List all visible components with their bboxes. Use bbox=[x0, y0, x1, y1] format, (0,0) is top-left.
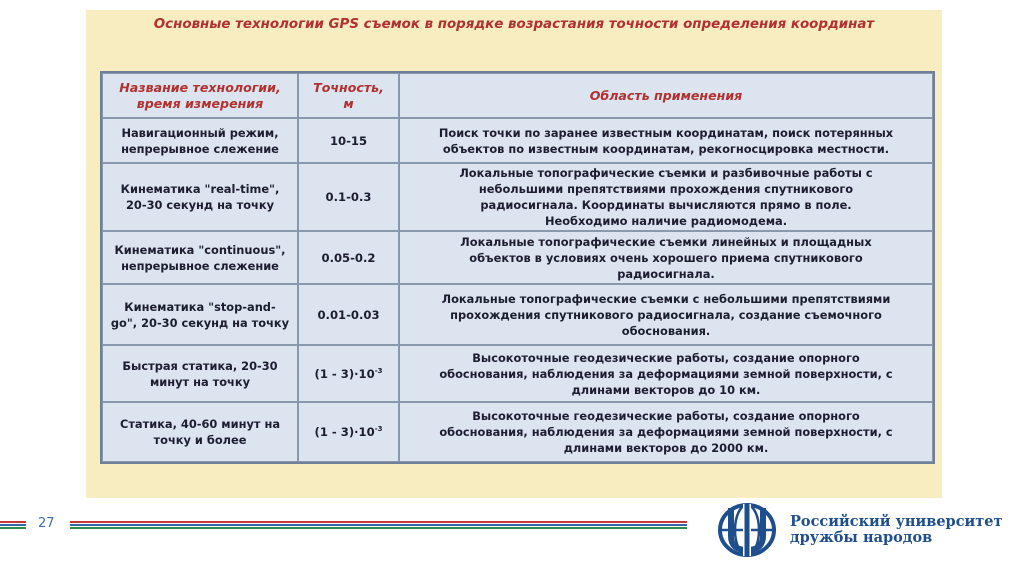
table-row bbox=[102, 231, 933, 284]
table-row bbox=[102, 118, 933, 163]
accuracy-cell: $(1 - 3)\cdot 10^{-3}$ bbox=[298, 345, 399, 402]
technology-cell: Кинематика "real-time", 20-30 секунд на точку bbox=[102, 163, 298, 231]
technology-cell: Быстрая статика, 20-30 минут на точку bbox=[102, 345, 298, 402]
university-name: Российский университет дружбы народов bbox=[790, 513, 1003, 546]
table-row bbox=[102, 163, 933, 231]
application-cell: Поиск точки по заранее известным координатам, поиск потерянных объектов по известным координатам, рекогносцировка местности. bbox=[399, 118, 933, 163]
table-row bbox=[102, 402, 933, 462]
application-cell: Локальные топографические съемки линейных и площадных объектов в условиях очень хорошего приема спутникового радиосигнала. bbox=[399, 231, 933, 284]
table-row bbox=[102, 284, 933, 345]
table-row bbox=[102, 345, 933, 402]
footer-stripes-right bbox=[70, 521, 687, 530]
page-number: 27 bbox=[38, 516, 55, 531]
application-cell: Высокоточные геодезические работы, создание опорного обоснования, наблюдения за деформациями земной поверхности, с длинами векторов до 2000 км. bbox=[399, 402, 933, 462]
application-cell: Высокоточные геодезические работы, создание опорного обоснования, наблюдения за деформациями земной поверхности, с длинами векторов до 10 км. bbox=[399, 345, 933, 402]
university-logo-icon bbox=[716, 502, 778, 558]
technologies-table bbox=[100, 71, 935, 464]
application-cell: Локальные топографические съемки и разбивочные работы с небольшими препятствиями прохождения спутникового радиосигнала. Координаты вычисляются прямо в поле. Необходимо наличие радиомодема. bbox=[399, 163, 933, 231]
slide-title: Основные технологии GPS съемок в порядке возрастания точности определения координат bbox=[153, 17, 875, 32]
technology-cell: Статика, 40-60 минут на точку и более bbox=[102, 402, 298, 462]
accuracy-cell: 0.05-0.2 bbox=[298, 231, 399, 284]
accuracy-cell: 0.01-0.03 bbox=[298, 284, 399, 345]
technology-cell: Навигационный режим, непрерывное слежение bbox=[102, 118, 298, 163]
header-application-area: Область применения bbox=[399, 73, 933, 118]
table-header-row bbox=[102, 73, 933, 118]
content-panel bbox=[86, 10, 942, 498]
header-accuracy: Точность, м bbox=[298, 73, 399, 118]
footer-stripes-left bbox=[0, 521, 26, 530]
header-technology: Название технологии, время измерения bbox=[102, 73, 298, 118]
technology-cell: Кинематика "continuous", непрерывное слежение bbox=[102, 231, 298, 284]
technology-cell: Кинематика "stop-and- go", 20-30 секунд на точку bbox=[102, 284, 298, 345]
accuracy-cell: $(1 - 3)\cdot 10^{-3}$ bbox=[298, 402, 399, 462]
accuracy-cell: 10-15 bbox=[298, 118, 399, 163]
accuracy-cell: 0.1-0.3 bbox=[298, 163, 399, 231]
application-cell: Локальные топографические съемки с небольшими препятствиями прохождения спутникового радиосигнала, создание съемочного обоснования. bbox=[399, 284, 933, 345]
